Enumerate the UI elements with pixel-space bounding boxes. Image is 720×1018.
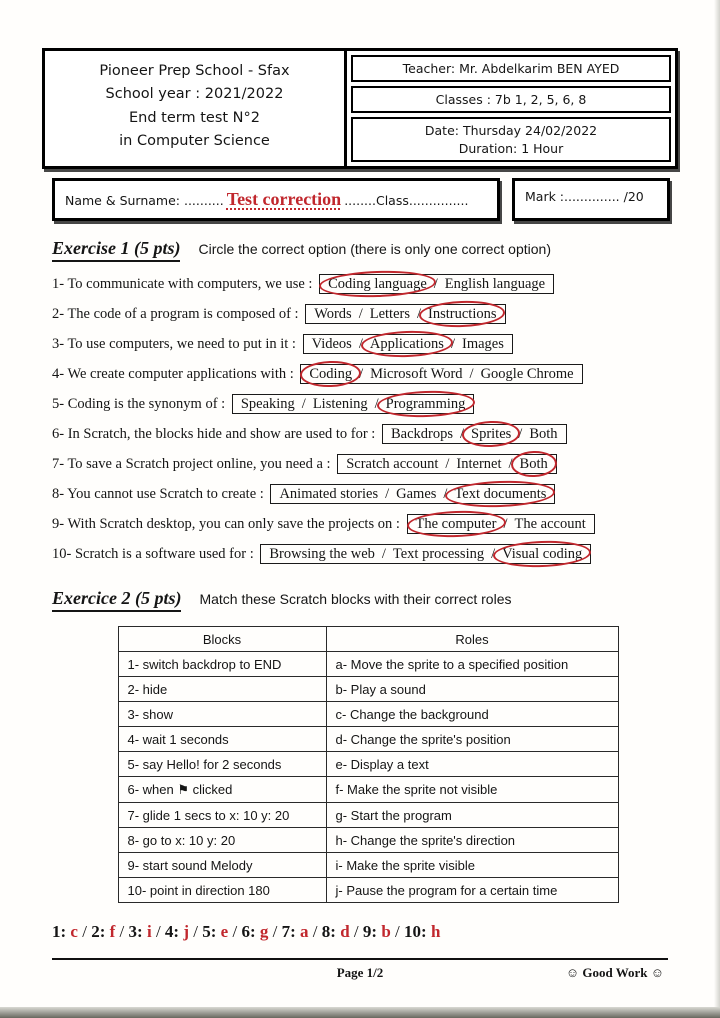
answer-number: 7: <box>281 922 301 941</box>
option: Games <box>396 486 437 502</box>
table-row <box>118 752 618 777</box>
table-row <box>118 878 618 903</box>
option: Both <box>529 426 558 442</box>
option: Words <box>314 306 352 322</box>
question-text: 8- You cannot use Scratch to create : <box>52 486 268 502</box>
question-row <box>52 275 684 294</box>
role-cell: i- Make the sprite visible <box>326 853 618 878</box>
question-text: 6- In Scratch, the blocks hide and show are used to for : <box>52 426 379 442</box>
block-cell: 5- say Hello! for 2 seconds <box>118 752 326 777</box>
option: Backdrops <box>390 426 453 442</box>
test-title: End term test N°2 <box>129 109 260 126</box>
answer-letter: b <box>381 922 391 941</box>
question-list <box>52 275 684 564</box>
role-cell: g- Start the program <box>326 803 618 828</box>
option: Videos <box>311 336 352 352</box>
name-mark-row <box>52 178 670 221</box>
question-row <box>52 485 684 504</box>
exercise-2-instruction: Match these Scratch blocks with their correct roles <box>199 591 512 607</box>
table-row <box>118 702 618 727</box>
option: English language <box>444 276 546 292</box>
option-separator: / <box>469 366 474 382</box>
answer-separator: / <box>189 922 203 941</box>
options-box <box>319 274 554 294</box>
option-circled-answer: Programming <box>385 396 466 412</box>
question-row <box>52 425 684 444</box>
option: The account <box>514 516 586 532</box>
table-row <box>118 677 618 702</box>
options-box <box>270 484 555 504</box>
question-text: 2- The code of a program is composed of : <box>52 306 303 322</box>
table-row <box>118 727 618 752</box>
role-cell: h- Change the sprite's direction <box>326 828 618 853</box>
scan-edge-shadow-right <box>714 0 720 1018</box>
block-cell: 6- when ⚑ clicked <box>118 777 326 803</box>
option: Scratch account <box>346 456 439 472</box>
option-separator: / <box>385 486 390 502</box>
answer-letter: d <box>340 922 350 941</box>
option-separator: / <box>491 546 496 562</box>
option-circled-answer: Instructions <box>428 306 497 322</box>
role-cell: d- Change the sprite's position <box>326 727 618 752</box>
answer-separator: / <box>77 922 92 941</box>
answer-separator: / <box>115 922 129 941</box>
school-name: Pioneer Prep School - Sfax <box>99 63 290 79</box>
question-text: 3- To use computers, we need to put in it : <box>52 336 300 352</box>
option-separator: / <box>301 396 306 412</box>
footer <box>52 958 668 981</box>
answer-separator: / <box>228 922 242 941</box>
answer-separator: / <box>268 922 282 941</box>
school-info <box>45 51 347 166</box>
options-box <box>232 394 475 414</box>
options-box <box>337 454 557 474</box>
option-separator: / <box>358 306 363 322</box>
option-circled-answer: Text documents <box>454 486 547 502</box>
block-cell: 10- point in direction 180 <box>118 878 326 903</box>
option-separator: / <box>445 456 450 472</box>
header <box>42 48 678 169</box>
options-box <box>303 334 513 354</box>
option-separator: / <box>374 396 379 412</box>
scan-edge-shadow-bottom <box>0 1007 720 1018</box>
match-table <box>118 626 619 903</box>
option-separator: / <box>450 336 455 352</box>
options-box <box>407 514 595 534</box>
answer-separator: / <box>308 922 322 941</box>
option-circled-answer: Coding language <box>328 276 427 292</box>
exercise-2-title: Exercice 2 (5 pts) <box>52 588 181 612</box>
classes: Classes : 7b 1, 2, 5, 6, 8 <box>351 86 671 113</box>
table-row <box>118 652 618 677</box>
answer-letter: a <box>300 922 309 941</box>
test-date: Date: Thursday 24/02/2022 <box>424 123 598 138</box>
role-cell: e- Display a text <box>326 752 618 777</box>
question-text: 7- To save a Scratch project online, you need a : <box>52 456 335 472</box>
good-work-note: ☺ Good Work ☺ <box>565 965 664 980</box>
answer-number: 1: <box>52 922 71 941</box>
question-row <box>52 365 684 384</box>
class-label: ........Class............... <box>344 193 469 208</box>
option-separator: / <box>459 426 465 442</box>
question-text: 1- To communicate with computers, we use : <box>52 276 317 292</box>
option-separator: / <box>443 486 448 502</box>
block-cell: 7- glide 1 secs to x: 10 y: 20 <box>118 803 326 828</box>
option-separator: / <box>417 306 422 322</box>
option: Microsoft Word <box>370 366 463 382</box>
subject: in Computer Science <box>119 133 270 150</box>
block-cell: 2- hide <box>118 677 326 702</box>
option: Letters <box>369 306 410 322</box>
page-number: Page 1/2 <box>336 965 384 980</box>
answer-number: 3: <box>128 922 147 941</box>
question-row <box>52 395 684 414</box>
block-cell: 3- show <box>118 702 326 727</box>
block-cell: 4- wait 1 seconds <box>118 727 326 752</box>
test-duration: Duration: 1 Hour <box>458 141 564 156</box>
options-box <box>305 304 505 324</box>
options-box <box>260 544 591 564</box>
answer-letter: i <box>146 922 152 941</box>
question-text: 9- With Scratch desktop, you can only save the projects on : <box>52 516 404 532</box>
answer-letter: e <box>220 922 229 941</box>
answer-letter: g <box>259 922 269 941</box>
role-cell: b- Play a sound <box>326 677 618 702</box>
test-correction-annotation: Test correction <box>226 189 342 209</box>
option: Animated stories <box>279 486 379 502</box>
answer-number: 2: <box>91 922 110 941</box>
question-row <box>52 515 684 534</box>
teacher-name: Teacher: Mr. Abdelkarim BEN AYED <box>351 55 671 82</box>
option-circled-answer: Coding <box>309 366 353 382</box>
block-cell: 8- go to x: 10 y: 20 <box>118 828 326 853</box>
exercise-1-instruction: Circle the correct option (there is only one correct option) <box>198 241 551 257</box>
option-circled-answer: Sprites <box>471 426 512 442</box>
option-separator: / <box>508 456 513 472</box>
question-row <box>52 545 684 564</box>
name-label: Name & Surname: .......... <box>65 193 224 208</box>
exercise-1 <box>52 238 684 575</box>
option: Images <box>461 336 504 352</box>
answers-line <box>52 922 440 942</box>
role-cell: a- Move the sprite to a specified position <box>326 652 618 677</box>
option: Text processing <box>392 546 485 562</box>
question-text: 10- Scratch is a software used for : <box>52 546 258 562</box>
role-cell: f- Make the sprite not visible <box>326 777 618 803</box>
table-row <box>118 828 618 853</box>
question-text: 5- Coding is the synonym of : <box>52 396 229 412</box>
option: Browsing the web <box>269 546 375 562</box>
option-circled-answer: Visual coding <box>502 546 583 562</box>
answer-number: 10: <box>404 922 431 941</box>
table-header-row <box>118 627 618 652</box>
option: Listening <box>312 396 368 412</box>
block-cell: 9- start sound Melody <box>118 853 326 878</box>
options-box <box>300 364 582 384</box>
answer-number: 4: <box>164 922 184 941</box>
mark-field: Mark :.............. /20 <box>512 178 670 221</box>
exercise-1-title: Exercise 1 (5 pts) <box>52 238 180 262</box>
answer-letter: c <box>70 922 78 941</box>
answer-separator: / <box>349 922 363 941</box>
answer-separator: / <box>390 922 405 941</box>
answer-separator: / <box>151 922 165 941</box>
date-duration-box <box>351 117 671 162</box>
option: Google Chrome <box>480 366 574 382</box>
option: Speaking <box>240 396 295 412</box>
answer-letter: j <box>183 922 190 941</box>
question-text: 4- We create computer applications with : <box>52 366 298 382</box>
role-cell: c- Change the background <box>326 702 618 727</box>
option-separator: / <box>518 426 523 442</box>
answer-number: 5: <box>202 922 221 941</box>
answer-number: 9: <box>362 922 382 941</box>
exercise-2 <box>52 588 684 903</box>
option: Internet <box>456 456 502 472</box>
table-row <box>118 803 618 828</box>
option-separator: / <box>381 546 386 562</box>
school-year: School year : 2021/2022 <box>105 86 284 103</box>
question-row <box>52 305 684 324</box>
option-circled-answer: Both <box>519 456 548 472</box>
option-separator: / <box>359 366 364 382</box>
teacher-info <box>347 51 675 166</box>
blocks-column-header: Blocks <box>118 627 326 652</box>
option-circled-answer: The computer <box>415 516 497 532</box>
question-row <box>52 335 684 354</box>
answer-number: 8: <box>321 922 341 941</box>
options-box <box>382 424 567 444</box>
match-table-body <box>118 652 618 903</box>
name-surname-field <box>52 178 500 221</box>
option-circled-answer: Applications <box>369 336 444 352</box>
option-separator: / <box>433 276 438 292</box>
roles-column-header: Roles <box>326 627 618 652</box>
role-cell: j- Pause the program for a certain time <box>326 878 618 903</box>
block-cell: 1- switch backdrop to END <box>118 652 326 677</box>
table-row <box>118 777 618 803</box>
question-row <box>52 455 684 474</box>
answer-number: 6: <box>241 922 260 941</box>
option-separator: / <box>358 336 363 352</box>
table-row <box>118 853 618 878</box>
answer-letter: f <box>109 922 116 941</box>
answer-letter: h <box>430 922 441 941</box>
option-separator: / <box>503 516 508 532</box>
